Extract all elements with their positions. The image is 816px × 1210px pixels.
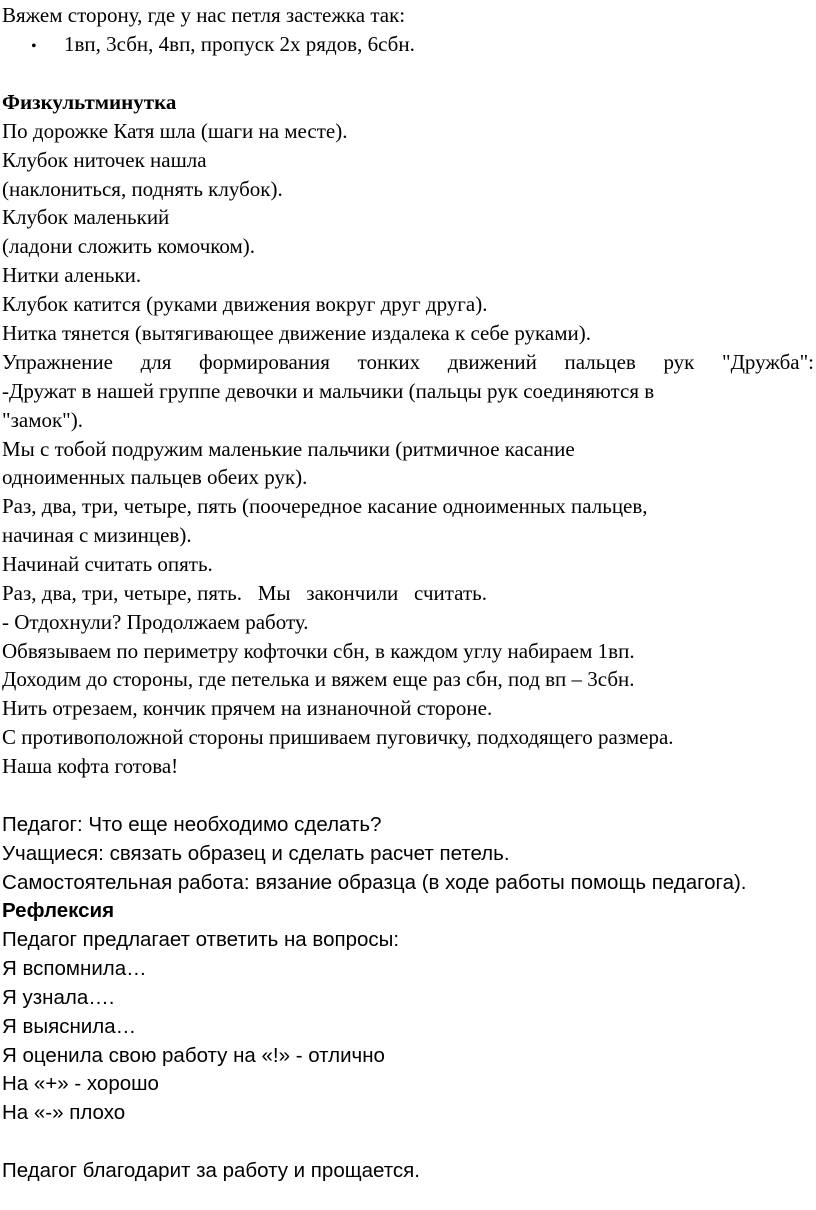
paragraph: Педагог: Что еще необходимо сделать? [2,813,382,836]
justified-line [2,348,814,377]
paragraph: Педагог благодарит за работу и прощается. [2,1159,420,1182]
paragraph: Я узнала…. [2,986,115,1009]
paragraph: Учащиеся: связать образец и сделать расчет петель. [2,842,510,865]
heading-refleksiya: Рефлексия [2,899,115,922]
paragraph: "замок"). [2,408,83,432]
word: "Дружба": [722,350,814,374]
paragraph: Обвязываем по периметру кофточки сбн, в каждом углу набираем 1вп. [2,639,635,663]
paragraph: Наша кофта готова! [2,754,179,778]
paragraph: (наклониться, поднять клубок). [2,177,283,201]
paragraph: Клубок ниточек нашла [2,148,207,172]
paragraph: На «+» - хорошо [2,1072,159,1095]
paragraph: Раз, два, три, четыре, пять. Мы закончили считать. [2,581,487,605]
heading-fizkultminutka: Физкультминутка [2,90,177,114]
paragraph: - Отдохнули? Продолжаем работу. [2,610,309,634]
word: Упражнение [2,350,113,374]
paragraph: Вяжем сторону, где у нас петля застежка так: [2,3,406,27]
paragraph: По дорожке Катя шла (шаги на месте). [2,119,348,143]
word: для [140,350,172,374]
paragraph: Раз, два, три, четыре, пять (поочередное касание одноименных пальцев, [2,494,648,518]
paragraph: Начинай считать опять. [2,552,213,576]
word: движений [447,350,537,374]
paragraph: На «-» плохо [2,1101,126,1124]
bullet-icon: • [31,38,37,55]
paragraph: Доходим до стороны, где петелька и вяжем еще раз сбн, под вп – 3сбн. [2,667,635,691]
paragraph: Нитка тянется (вытягивающее движение издалека к себе руками). [2,321,592,345]
paragraph: Клубок катится (руками движения вокруг друг друга). [2,292,488,316]
bullet-list-item: 1вп, 3сбн, 4вп, пропуск 2х рядов, 6сбн. [64,32,415,56]
paragraph: Я оценила свою работу на «!» - отлично [2,1044,385,1067]
word: рук [663,350,695,374]
paragraph: Я вспомнила… [2,957,147,980]
word: пальцев [564,350,636,374]
paragraph: Клубок маленький [2,205,170,229]
paragraph: Мы с тобой подружим маленькие пальчики (ритмичное касание [2,437,575,461]
paragraph: одноименных пальцев обеих рук). [2,465,308,489]
paragraph: начиная с мизинцев). [2,523,192,547]
paragraph: Нить отрезаем, кончик прячем на изнаночной стороне. [2,696,493,720]
paragraph: (ладони сложить комочком). [2,234,256,258]
paragraph: Нитки аленьки. [2,263,142,287]
word: формирования [199,350,330,374]
paragraph: -Дружат в нашей группе девочки и мальчики (пальцы рук соединяются в [2,379,655,403]
paragraph: Самостоятельная работа: вязание образца (в ходе работы помощь педагога). [2,871,747,894]
paragraph: Педагог предлагает ответить на вопросы: [2,928,400,951]
paragraph: С противоположной стороны пришиваем пуговичку, подходящего размера. [2,725,674,749]
paragraph: Я выяснила… [2,1015,137,1038]
word: тонких [357,350,421,374]
